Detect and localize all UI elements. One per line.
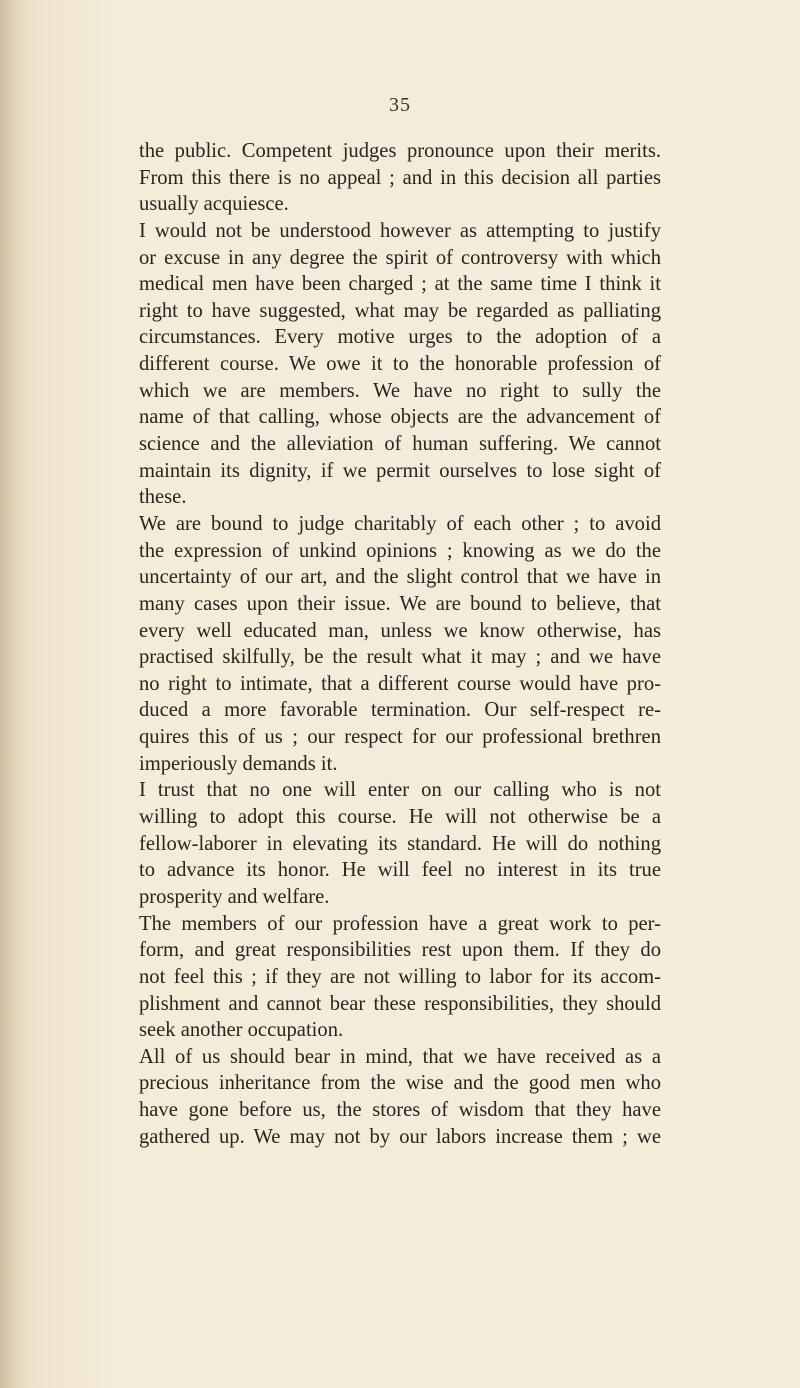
- text-line: have gone before us, the stores of wisdom that they have: [139, 1099, 661, 1122]
- page-number: 35: [389, 94, 411, 116]
- text-line: form, and great responsibilities rest upon them. If they do: [139, 939, 661, 962]
- text-line: I trust that no one will enter on our calling who is not: [139, 779, 661, 802]
- text-line: right to have suggested, what may be regarded as palliating: [139, 299, 661, 322]
- text-line: not feel this ; if they are not willing to labor for its accom-: [139, 965, 661, 988]
- text-line: From this there is no appeal ; and in this decision all parties: [139, 166, 661, 189]
- text-line: the public. Competent judges pronounce upon their merits.: [139, 140, 661, 162]
- text-line: fellow-laborer in elevating its standard. He will do nothing: [139, 832, 661, 855]
- text-line: name of that calling, whose objects are the advancement of: [139, 406, 661, 429]
- text-line: plishment and cannot bear these responsibilities, they should: [139, 992, 661, 1015]
- text-line: precious inheritance from the wise and the good men who: [139, 1072, 661, 1095]
- text-line: or excuse in any degree the spirit of controversy with which: [139, 246, 661, 269]
- text-line: circumstances. Every motive urges to the adoption of a: [139, 326, 661, 349]
- text-line: practised skilfully, be the result what it may ; and we have: [139, 646, 661, 669]
- text-line: these.: [139, 486, 187, 509]
- text-line: imperiously demands it.: [139, 752, 338, 775]
- text-line: quires this of us ; our respect for our professional brethren: [139, 726, 661, 749]
- text-line: usually acquiesce.: [139, 193, 289, 216]
- page-gutter-shadow: [0, 0, 30, 1388]
- text-line: I would not be understood however as attempting to justify: [139, 219, 661, 242]
- text-line: gathered up. We may not by our labors increase them ; we: [139, 1125, 661, 1148]
- text-line: science and the alleviation of human suffering. We cannot: [139, 433, 661, 456]
- body-text: [139, 138, 661, 1150]
- text-line: maintain its dignity, if we permit ourselves to lose sight of: [139, 459, 661, 482]
- text-line: which we are members. We have no right to sully the: [139, 379, 661, 402]
- text-line: many cases upon their issue. We are bound to believe, that: [139, 592, 661, 615]
- text-line: We are bound to judge charitably of each other ; to avoid: [139, 512, 661, 535]
- text-line: willing to adopt this course. He will not otherwise be a: [139, 806, 661, 829]
- text-line: to advance its honor. He will feel no interest in its true: [139, 859, 661, 882]
- text-line: All of us should bear in mind, that we have received as a: [139, 1045, 661, 1068]
- text-line: different course. We owe it to the honorable profession of: [139, 353, 661, 376]
- text-line: every well educated man, unless we know otherwise, has: [139, 619, 661, 642]
- text-line: duced a more favorable termination. Our self-respect re-: [139, 699, 661, 722]
- text-line: no right to intimate, that a different course would have pro-: [139, 672, 661, 695]
- text-line: seek another occupation.: [139, 1019, 344, 1042]
- text-line: uncertainty of our art, and the slight control that we have in: [139, 566, 661, 589]
- text-line: The members of our profession have a great work to per-: [139, 912, 661, 935]
- text-line: medical men have been charged ; at the same time I think it: [139, 273, 661, 296]
- text-line: the expression of unkind opinions ; knowing as we do the: [139, 539, 661, 562]
- text-line: prosperity and welfare.: [139, 885, 330, 908]
